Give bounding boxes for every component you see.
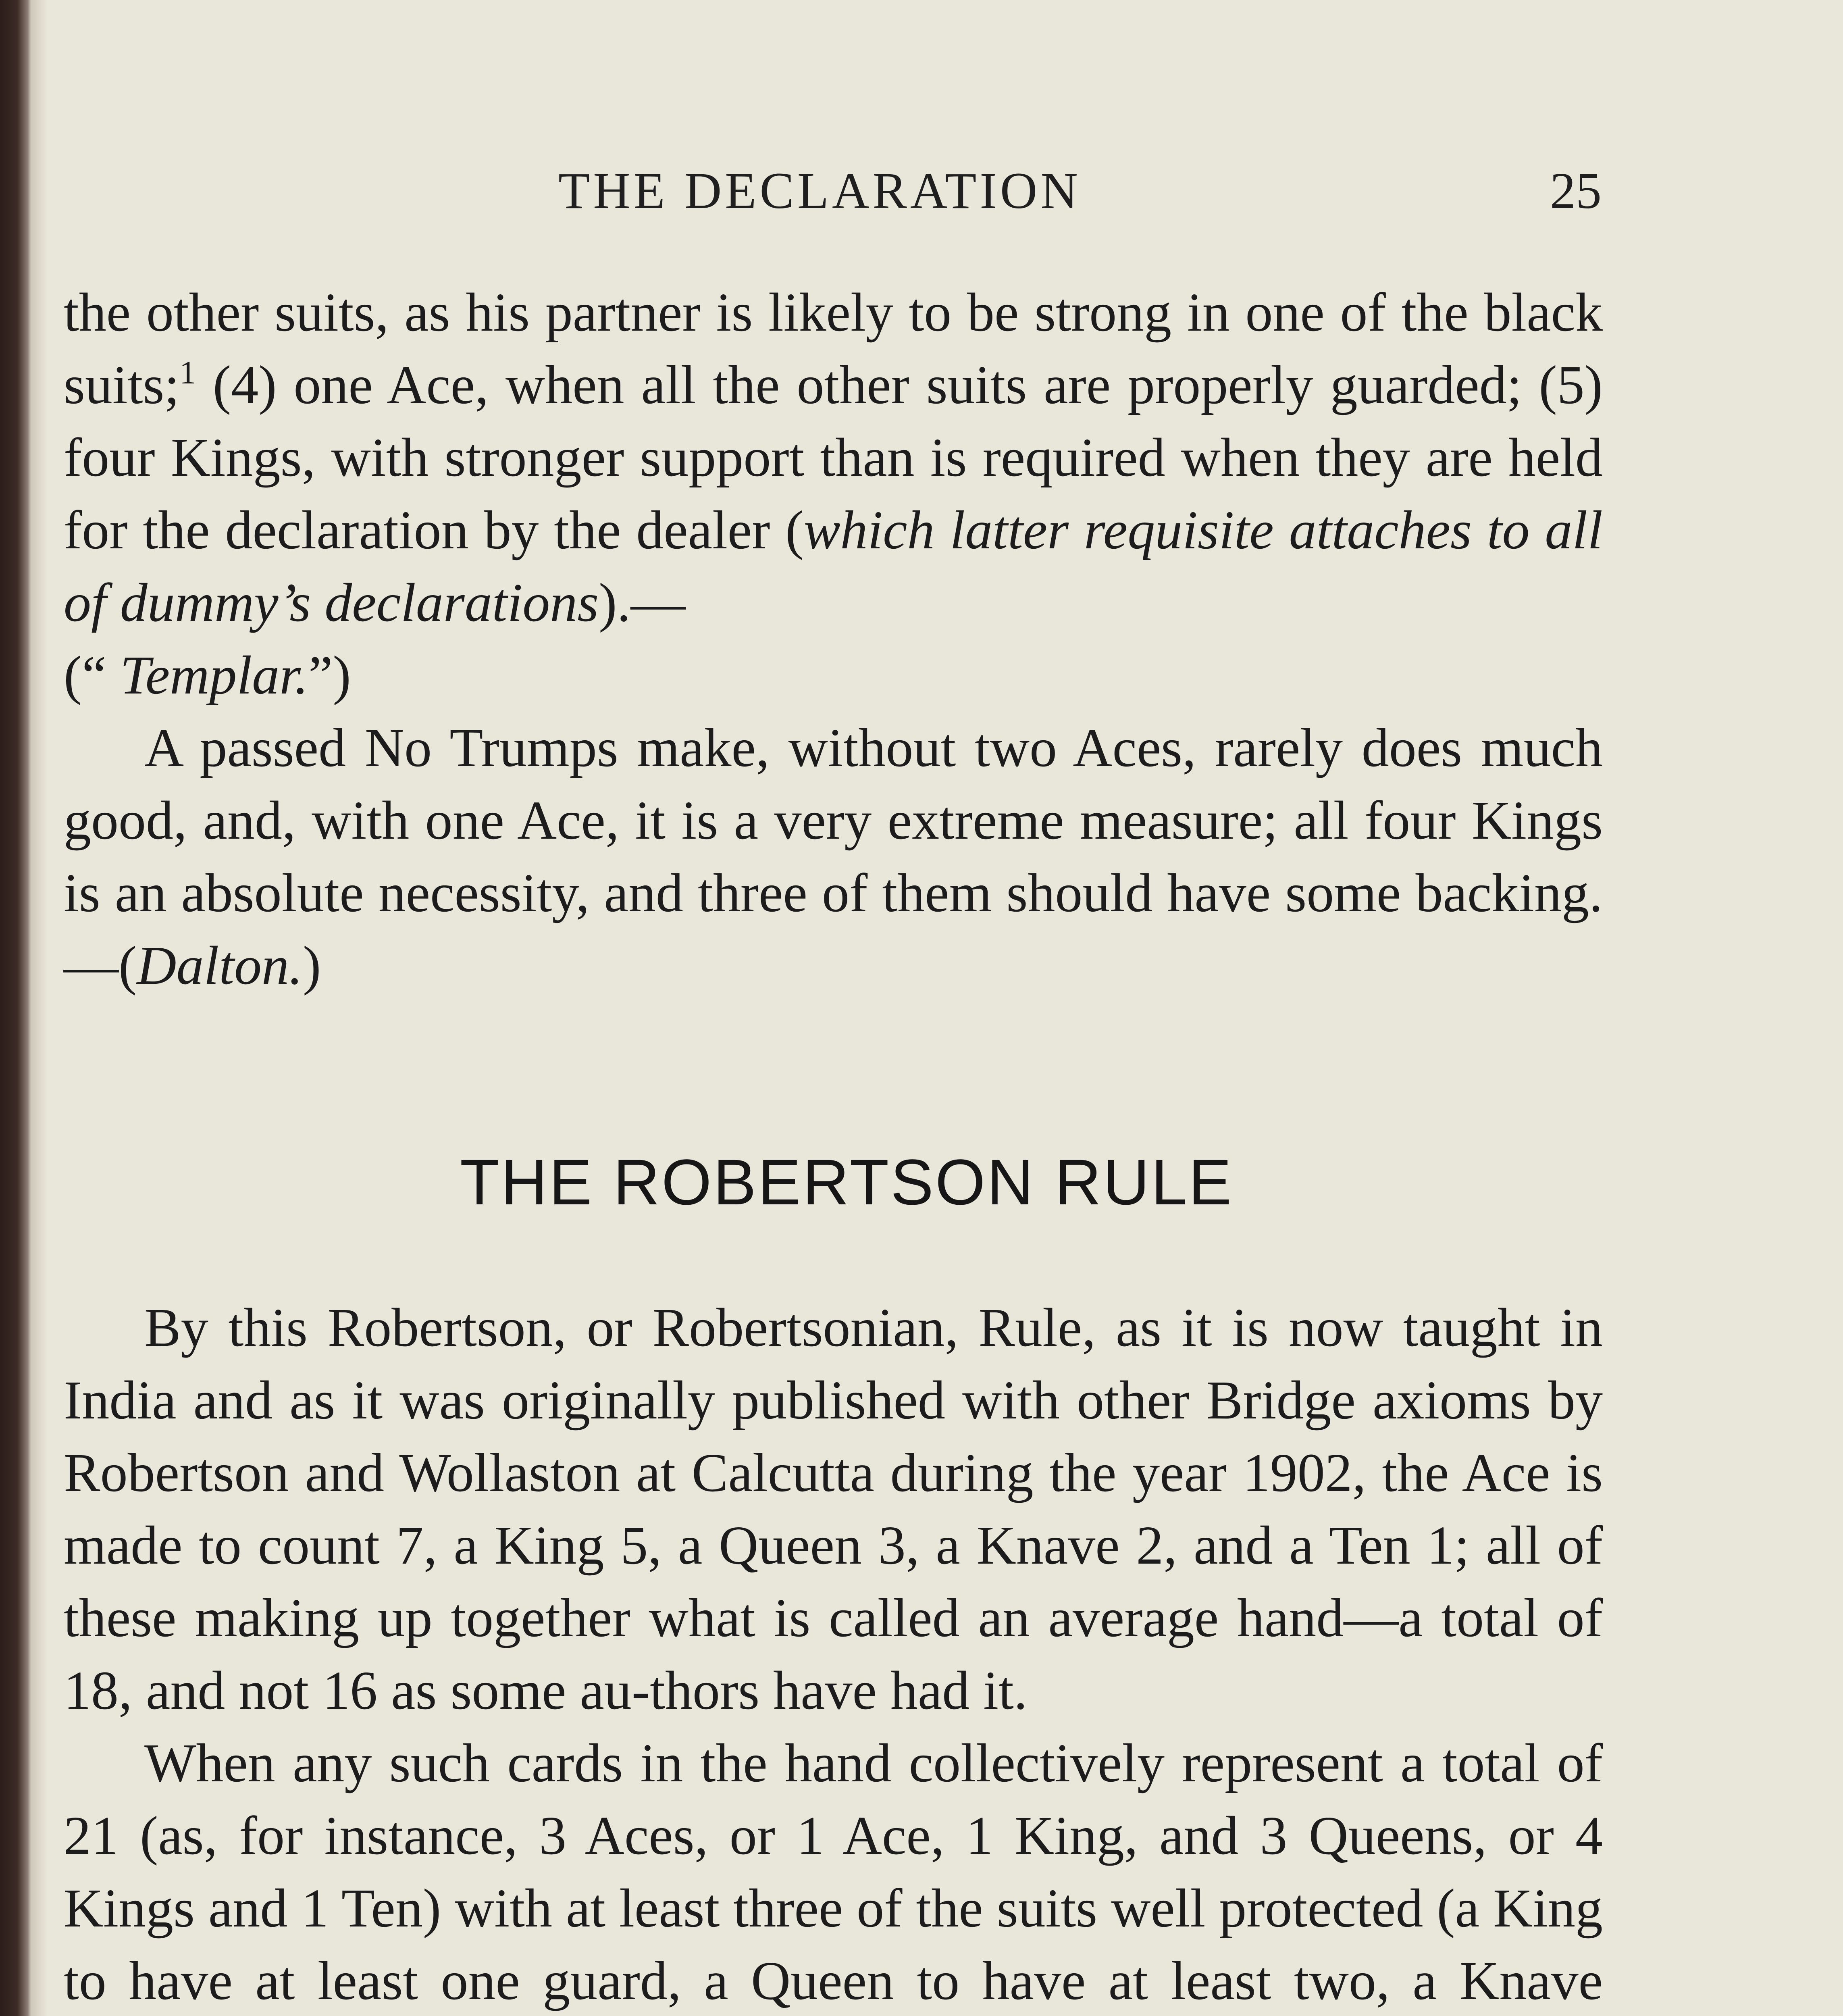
source-attribution: Dalton. bbox=[137, 935, 303, 996]
source-close: ”) bbox=[308, 645, 351, 706]
paragraph-count-21: When any such cards in the hand collectively represent a total of 21 (as, for instance, 3 Aces, or 1 Ace, 1 King, and 3 Queens, or 4 Kings and 1 Ten) with at least three of the suits well protected (a King to have at least one guard, a Queen to have at least two, a Knave bbox=[64, 1733, 1603, 2011]
paragraph-robertson-rule: By this Robertson, or Robertsonian, Rule, as it is now taught in India and as it was originally published with other Bridge axioms by Robertson and Wollaston at Calcutta during the year 1902, the Ace is made to count 7, a King 5, a Queen 3, a Knave 2, and a Ten 1; all of these making up together what is called an average hand—a total of 18, and not 16 as some au-thors have had it. bbox=[64, 1297, 1603, 1721]
book-spine-shadow bbox=[0, 0, 31, 2016]
page-number: 25 bbox=[1550, 162, 1602, 219]
source-open: (“ bbox=[64, 645, 120, 706]
source-open: ( bbox=[119, 935, 137, 996]
paragraph-continued bbox=[64, 276, 1603, 712]
page-gutter-shade bbox=[31, 0, 48, 2016]
paragraph-text: the other suits, as his partner is likely to be strong in one of the black suits; bbox=[64, 282, 1603, 415]
text-block-top bbox=[64, 276, 1603, 1002]
footnote-reference: 1 bbox=[179, 354, 196, 391]
paragraph-text: A passed No Trumps make, without two Aces, rarely does much good, and, with one Ace, it is a very extreme measure; all four Kings is an absolute necessity, and three of them should have some backing.— bbox=[64, 718, 1603, 996]
italic-remark: which latter requisite attaches to all of dummy’s declarations bbox=[64, 500, 1603, 633]
source-close: ) bbox=[303, 935, 321, 996]
text-block-robertson bbox=[64, 1291, 1603, 2016]
paren-close: ).— bbox=[599, 573, 686, 633]
paragraph-passed-no-trumps bbox=[64, 712, 1603, 1002]
running-head: THE DECLARATION bbox=[558, 162, 1081, 219]
paragraph-text: (4) one Ace, when all the other suits are properly guarded; (5) four Kings, with stronger support than is required when they are held for the declaration by the dealer bbox=[64, 355, 1603, 560]
paren-open: ( bbox=[785, 500, 804, 560]
section-heading: THE ROBERTSON RULE bbox=[460, 1146, 1234, 1218]
source-attribution: Templar. bbox=[120, 645, 309, 706]
